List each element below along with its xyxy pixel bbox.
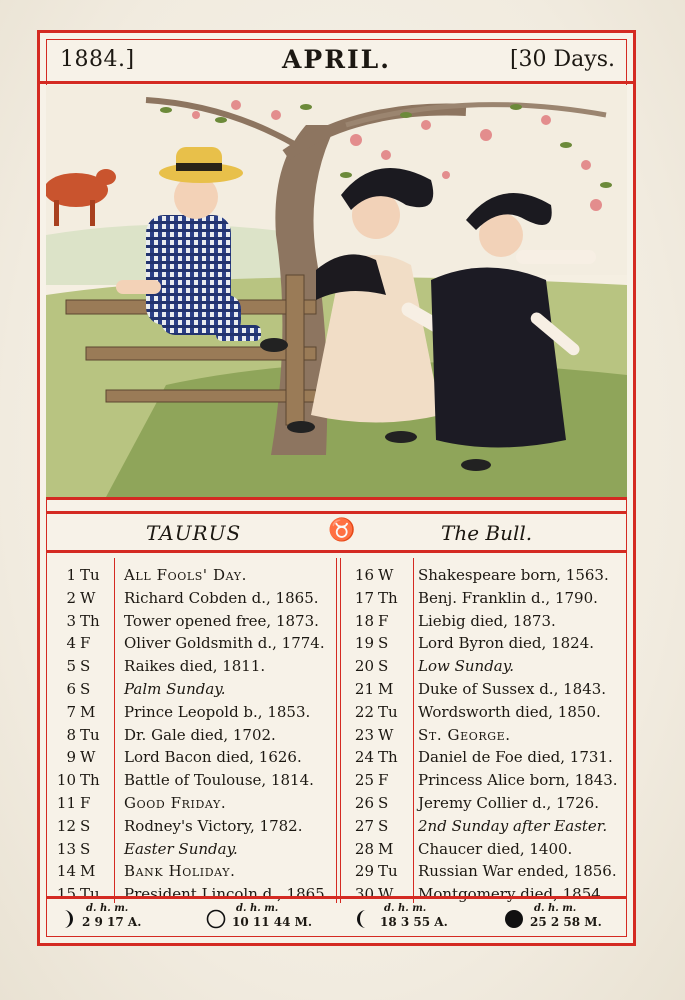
- day-event: Lord Bacon died, 1626.: [124, 748, 302, 767]
- day-row: [46, 657, 336, 679]
- day-row: [348, 840, 633, 862]
- day-number: 19: [354, 634, 374, 653]
- moon-phase-units: d. h. m.: [534, 903, 577, 914]
- full-moon-icon: [206, 909, 226, 929]
- day-event: Daniel de Foe died, 1731.: [418, 748, 613, 767]
- day-row: [46, 680, 336, 702]
- day-row: [348, 612, 633, 634]
- day-of-week: Tu: [80, 566, 100, 584]
- day-number: 26: [354, 794, 374, 812]
- day-of-week: S: [378, 657, 389, 676]
- moon-phase-units: d. h. m.: [236, 903, 279, 914]
- day-event: Oliver Goldsmith d., 1774.: [124, 634, 325, 653]
- day-number: 29: [354, 862, 374, 881]
- day-row: [348, 771, 633, 793]
- day-row: [46, 726, 336, 748]
- day-event: Rodney's Victory, 1782.: [124, 816, 303, 835]
- day-event: Shakespeare born, 1563.: [418, 566, 609, 584]
- illustration-svg: [46, 85, 627, 497]
- day-row: [46, 589, 336, 611]
- day-event: Duke of Sussex d., 1843.: [418, 680, 607, 698]
- day-of-week: M: [378, 839, 394, 858]
- day-number: 11: [56, 794, 76, 812]
- day-event: Benj. Franklin d., 1790.: [418, 588, 598, 607]
- days-count: [30 Days.: [509, 47, 615, 72]
- day-event: All Fools' Day.: [124, 566, 247, 584]
- day-of-week: Tu: [378, 702, 398, 721]
- zodiac-name: TAURUS: [146, 521, 242, 545]
- day-of-week: Th: [378, 748, 398, 767]
- day-number: 4: [66, 634, 76, 653]
- day-event: Montgomery died, 1854.: [418, 885, 606, 904]
- first-quarter-moon-icon: [56, 909, 76, 929]
- day-event: Chaucer died, 1400.: [418, 839, 573, 858]
- days-column-left: [46, 558, 336, 903]
- day-row: [46, 862, 336, 884]
- day-number: 28: [354, 839, 374, 858]
- illustration: [46, 85, 627, 500]
- days-column-right: [348, 558, 633, 903]
- day-of-week: S: [80, 680, 91, 698]
- day-number: 7: [66, 702, 76, 721]
- day-of-week: Tu: [378, 862, 398, 881]
- day-number: 15: [56, 885, 76, 904]
- day-of-week: F: [80, 794, 91, 812]
- day-of-week: S: [80, 839, 91, 858]
- day-row: [46, 794, 336, 816]
- moon-phase-units: d. h. m.: [86, 903, 129, 914]
- day-event: Prince Leopold b., 1853.: [124, 702, 311, 721]
- day-number: 9: [66, 748, 76, 767]
- moon-phase-time: 2 9 17 A.: [82, 915, 142, 929]
- day-row: [46, 703, 336, 725]
- day-of-week: M: [378, 680, 394, 698]
- day-number: 24: [354, 748, 374, 767]
- moon-phase: [206, 903, 336, 933]
- day-row: [46, 634, 336, 656]
- day-of-week: S: [378, 794, 389, 812]
- day-number: 10: [56, 771, 76, 790]
- day-event: Jeremy Collier d., 1726.: [418, 794, 599, 812]
- day-row: [348, 726, 633, 748]
- day-number: 22: [354, 702, 374, 721]
- day-number: 12: [56, 816, 76, 835]
- day-row: [348, 817, 633, 839]
- day-event: Wordsworth died, 1850.: [418, 702, 601, 721]
- day-event: Tower opened free, 1873.: [124, 611, 319, 630]
- day-row: [46, 840, 336, 862]
- day-number: 8: [66, 725, 76, 744]
- day-event: Princess Alice born, 1843.: [418, 771, 618, 790]
- column-divider: [336, 558, 337, 903]
- day-of-week: W: [378, 885, 394, 904]
- day-of-week: Th: [80, 611, 100, 630]
- day-row: [46, 771, 336, 793]
- day-of-week: F: [378, 771, 389, 790]
- day-event: Palm Sunday.: [124, 680, 226, 698]
- zodiac-meaning: The Bull.: [441, 521, 533, 545]
- day-row: [46, 612, 336, 634]
- moon-phase: [56, 903, 186, 933]
- day-event: 2nd Sunday after Easter.: [418, 816, 608, 835]
- day-row: [348, 862, 633, 884]
- day-number: 1: [66, 566, 76, 584]
- day-row: [46, 748, 336, 770]
- day-of-week: W: [80, 588, 96, 607]
- day-row: [348, 566, 633, 588]
- day-of-week: Tu: [80, 725, 100, 744]
- moon-phase-time: 18 3 55 A.: [380, 915, 448, 929]
- days-table: [46, 558, 627, 903]
- day-event: Battle of Toulouse, 1814.: [124, 771, 314, 790]
- column-divider-inner: [340, 558, 341, 903]
- day-row: [348, 794, 633, 816]
- day-event: St. George.: [418, 725, 511, 744]
- last-quarter-moon-icon: [354, 909, 374, 929]
- day-of-week: W: [80, 748, 96, 767]
- day-number: 25: [354, 771, 374, 790]
- day-number: 2: [66, 588, 76, 607]
- day-of-week: W: [378, 725, 394, 744]
- day-event: President Lincoln d., 1865.: [124, 885, 330, 904]
- day-number: 6: [66, 680, 76, 698]
- day-number: 3: [66, 611, 76, 630]
- day-number: 5: [66, 657, 76, 676]
- day-row: [348, 680, 633, 702]
- day-event: Raikes died, 1811.: [124, 657, 266, 676]
- day-event: Dr. Gale died, 1702.: [124, 725, 276, 744]
- day-event: Easter Sunday.: [124, 839, 238, 858]
- day-number: 27: [354, 816, 374, 835]
- day-event: Russian War ended, 1856.: [418, 862, 617, 881]
- day-of-week: M: [80, 702, 96, 721]
- moon-phase: [354, 903, 484, 933]
- page-frame: [37, 30, 636, 946]
- new-moon-icon: [504, 909, 524, 929]
- day-of-week: S: [378, 634, 389, 653]
- moon-phase: [504, 903, 634, 933]
- day-of-week: Tu: [80, 885, 100, 904]
- day-of-week: F: [80, 634, 91, 653]
- day-event: Good Friday.: [124, 794, 227, 812]
- month-header: [40, 33, 633, 84]
- day-row: [46, 566, 336, 588]
- day-event: Liebig died, 1873.: [418, 611, 556, 630]
- year-label: 1884.]: [60, 47, 135, 72]
- day-of-week: S: [80, 657, 91, 676]
- day-number: 13: [56, 839, 76, 858]
- moon-phase-time: 25 2 58 M.: [530, 915, 602, 929]
- day-of-week: F: [378, 611, 389, 630]
- day-number: 14: [56, 862, 76, 881]
- day-row: [348, 634, 633, 656]
- zodiac-band: [46, 511, 627, 553]
- day-row: [348, 657, 633, 679]
- day-of-week: Th: [80, 771, 100, 790]
- day-number: 21: [354, 680, 374, 698]
- moon-phase-time: 10 11 44 M.: [232, 915, 313, 929]
- day-of-week: Th: [378, 588, 398, 607]
- day-number: 16: [354, 566, 374, 584]
- day-number: 17: [354, 588, 374, 607]
- day-row: [348, 589, 633, 611]
- day-event: Richard Cobden d., 1865.: [124, 588, 319, 607]
- moon-phase-units: d. h. m.: [384, 903, 427, 914]
- day-row: [46, 817, 336, 839]
- day-row: [348, 748, 633, 770]
- day-of-week: M: [80, 862, 96, 881]
- day-number: 23: [354, 725, 374, 744]
- taurus-sign-icon: ♉: [328, 518, 356, 543]
- day-event: Bank Holiday.: [124, 862, 236, 881]
- day-number: 30: [354, 885, 374, 904]
- day-number: 20: [354, 657, 374, 676]
- day-event: Lord Byron died, 1824.: [418, 634, 595, 653]
- month-title: APRIL.: [282, 45, 391, 74]
- day-event: Low Sunday.: [418, 657, 514, 676]
- day-row: [348, 703, 633, 725]
- day-of-week: S: [378, 816, 389, 835]
- day-of-week: S: [80, 816, 91, 835]
- moon-phases-band: [46, 896, 627, 937]
- day-number: 18: [354, 611, 374, 630]
- day-of-week: W: [378, 566, 394, 584]
